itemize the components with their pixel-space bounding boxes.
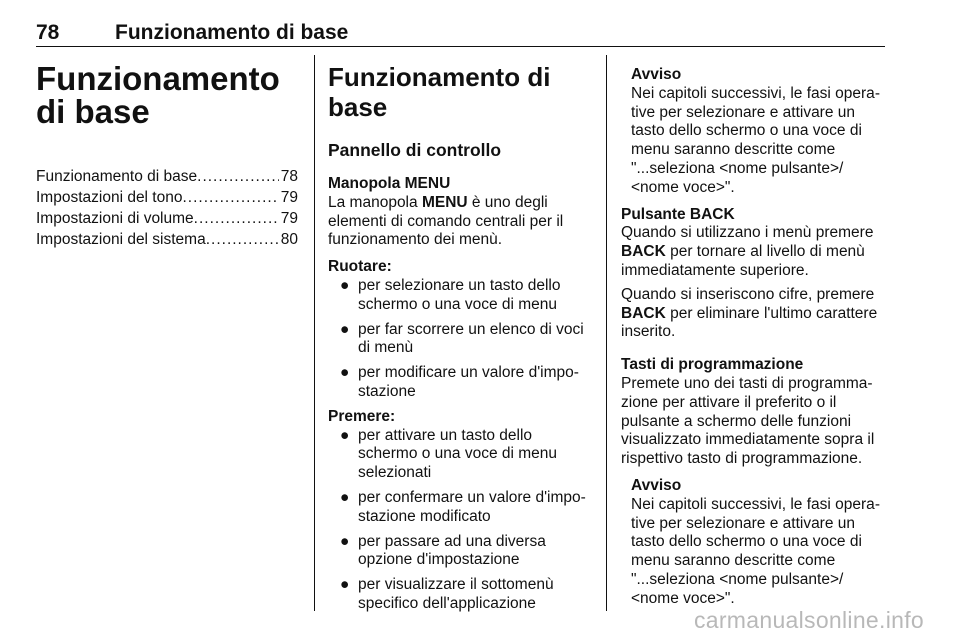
list-item: ● per passare ad una diversa opzione d'impostazione — [340, 532, 546, 569]
rotate-label: Ruotare: — [328, 258, 392, 276]
note-box — [621, 477, 887, 609]
knob-heading: Manopola MENU — [328, 175, 451, 192]
bullet-icon: ● — [340, 426, 350, 444]
toc-entry-label: Impostazioni del sistema — [36, 231, 206, 248]
list-item: ● per modificare un valore d'impostazione — [340, 364, 579, 400]
toc-entry[interactable] — [36, 229, 298, 250]
toc-entry-label: Impostazioni del tono — [36, 189, 183, 206]
list-item: ● per attivare un tasto dello schermo o una voce di menu selezionati — [340, 426, 558, 482]
column-divider — [606, 55, 607, 611]
bullet-icon: ● — [340, 320, 350, 338]
buttons-column — [621, 66, 887, 609]
toc-entry-page: 80 — [280, 231, 298, 248]
toc-leader — [206, 229, 279, 250]
list-item: ● per selezionare un tasto dello schermo o una voce di menu — [340, 276, 561, 313]
toc-entry[interactable] — [36, 187, 298, 208]
programming-keys-heading: Tasti di programmazione — [621, 356, 804, 374]
toc-list — [36, 166, 298, 250]
bullet-icon: ● — [340, 276, 350, 294]
toc-entry[interactable] — [36, 166, 298, 187]
press-label: Premere: — [328, 407, 396, 425]
back-key-label: BACK — [621, 304, 666, 322]
watermark: carmanualsonline.info — [693, 607, 924, 633]
menu-key-label: MENU — [421, 193, 468, 211]
bullet-icon: ● — [340, 532, 350, 550]
bullet-icon: ● — [340, 488, 350, 506]
page-number: 78 — [36, 21, 60, 44]
running-title: Funzionamento di base — [115, 21, 349, 44]
note-title: Avviso — [631, 476, 682, 494]
knob-description: La manopola MENU è uno degli elementi di comando centrali per il funzionamento dei menù. — [328, 193, 564, 249]
programming-keys-text: Premete uno dei tasti di programmazione per attivare il preferito o il pulsante a schermo delle funzioni visualizzato immediatamente sopra il rispettivo tasto di programmazione. — [621, 374, 875, 468]
press-list — [328, 427, 592, 614]
toc-leader — [197, 166, 279, 187]
back-paragraph: Quando si inseriscono cifre, premere BACK per eliminare l'ultimo carattere inserito. — [621, 285, 878, 341]
subsection-title: Pannello di controllo — [328, 140, 502, 160]
back-key-label: BACK — [621, 243, 666, 261]
page-header — [36, 18, 885, 47]
rotate-list — [328, 277, 592, 402]
back-paragraph: Quando si utilizzano i menù premere BACK per tornare al livello di menù immediatamente superiore. — [621, 224, 874, 279]
toc-leader — [182, 187, 278, 208]
toc-entry-page: 78 — [280, 168, 298, 185]
column-divider — [314, 55, 315, 611]
note-box — [621, 66, 887, 198]
list-item: ● per visualizzare il sottomenù specifico dell'applicazione — [340, 576, 554, 612]
toc-entry-page: 79 — [280, 210, 298, 227]
list-item: ● per far scorrere un elenco di voci di menù — [340, 320, 584, 357]
chapter-contents-column — [36, 62, 298, 250]
toc-leader — [194, 208, 279, 229]
toc-entry-page: 79 — [280, 189, 298, 206]
toc-entry-label: Impostazioni di volume — [36, 210, 194, 227]
toc-entry[interactable] — [36, 208, 298, 229]
note-text: Nei capitoli successivi, le fasi operative per selezionare e attivare un tasto dello schermo o una voce di menu saranno descritte come "...seleziona <nome pulsante>/ <nome voce>". — [631, 84, 880, 196]
bullet-icon: ● — [340, 364, 350, 382]
note-text: Nei capitoli successivi, le fasi operative per selezionare e attivare un tasto dello schermo o una voce di menu saranno descritte come "...seleziona <nome pulsante>/ <nome voce>". — [631, 495, 880, 607]
control-panel-column — [328, 62, 592, 620]
note-title: Avviso — [631, 66, 682, 83]
section-title: Funzionamento di base — [328, 62, 551, 122]
bullet-icon: ● — [340, 576, 350, 594]
back-heading: Pulsante BACK — [621, 205, 735, 223]
toc-entry-label: Funzionamento di base — [36, 168, 198, 185]
chapter-title: Funzionamento di base — [36, 60, 280, 130]
list-item: ● per confermare un valore d'impostazione modificato — [340, 488, 586, 525]
